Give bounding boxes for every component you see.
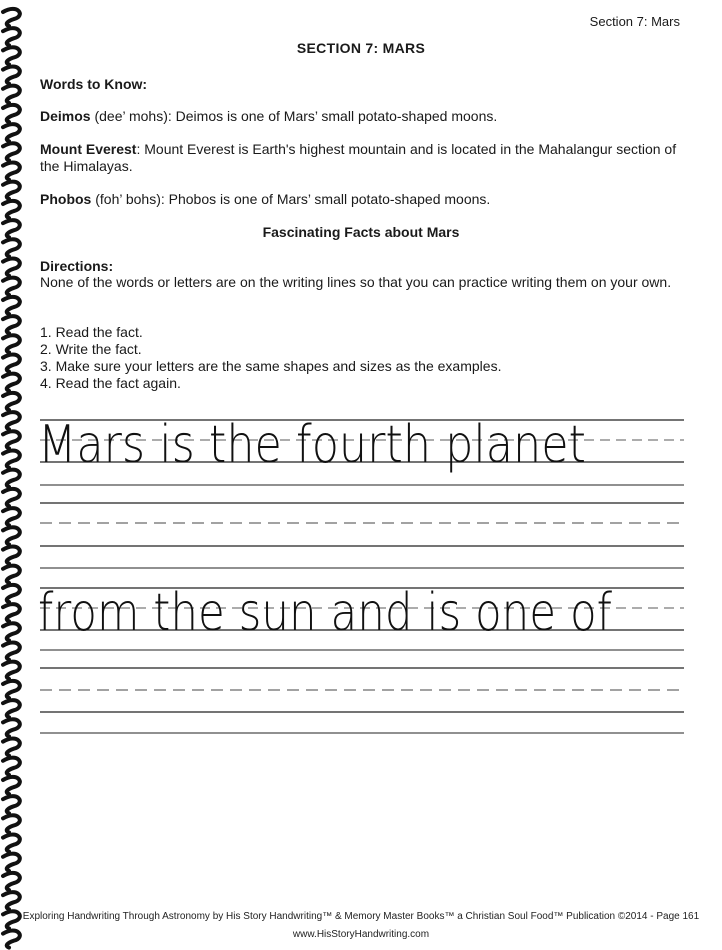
vocab-definition: (foh’ bohs): Phobos is one of Mars’ small potato-shaped moons. — [91, 191, 491, 207]
vocab-term: Deimos — [40, 108, 91, 124]
footer-credit: Exploring Handwriting Through Astronomy by His Story Handwriting™ & Memory Master Books™ a Christian Soul Food™ Publication ©2014 - Page 161 — [22, 911, 700, 922]
footer-url: www.HisStoryHandwriting.com — [292, 929, 430, 940]
step-item: 4. Read the fact again. — [40, 375, 181, 391]
vocab-term: Phobos — [40, 191, 92, 207]
section-header-label: Section 7: Mars — [589, 14, 680, 29]
handwriting-example-1: Mars is the fourth planet — [38, 415, 586, 475]
words-to-know-heading: Words to Know: — [40, 76, 148, 92]
vocab-definition: : Mount Everest is Earth's highest mountain and is located in the Mahalangur section of the Himalayas. — [40, 141, 677, 174]
vocab-definition: (dee’ mohs): Deimos is one of Mars’ small potato-shaped moons. — [90, 108, 498, 124]
practice-line-set — [40, 503, 684, 568]
handwriting-example-2: from the sun and is one of — [38, 583, 613, 643]
facts-heading: Fascinating Facts about Mars — [262, 224, 460, 240]
step-item: 2. Write the fact. — [40, 341, 142, 357]
page-title: SECTION 7: MARS — [296, 40, 426, 56]
directions-text: None of the words or letters are on the writing lines so that you can practice writing them on your own. — [40, 274, 672, 290]
step-item: 1. Read the fact. — [40, 324, 143, 340]
step-item: 3. Make sure your letters are the same shapes and sizes as the examples. — [40, 358, 502, 374]
directions-heading: Directions: — [40, 258, 114, 274]
practice-line-set — [40, 668, 684, 733]
vocab-term: Mount Everest — [40, 141, 137, 157]
